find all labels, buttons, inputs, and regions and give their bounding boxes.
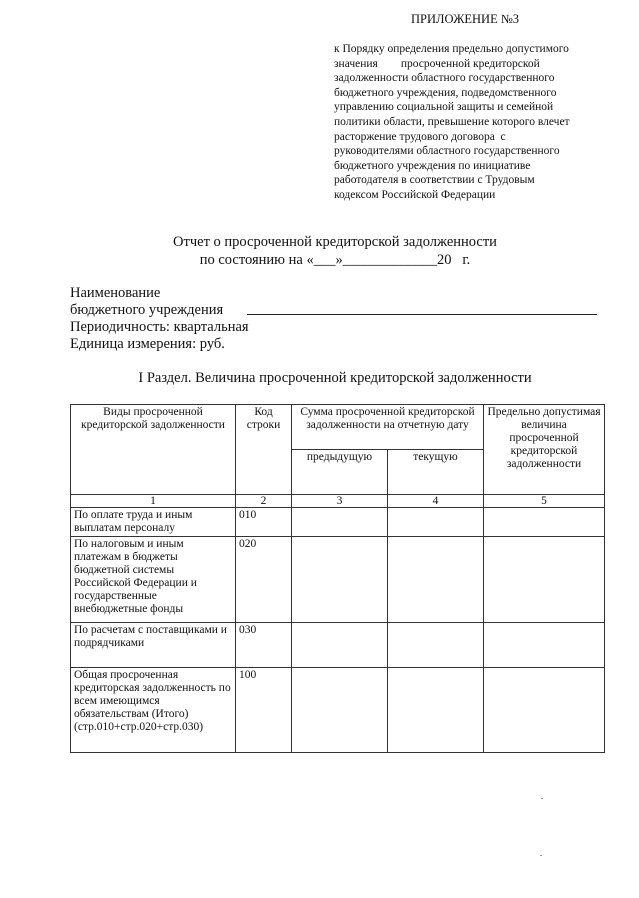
value-max-cell[interactable] bbox=[484, 537, 605, 623]
table-row bbox=[71, 668, 605, 753]
header-types: Виды просроченной кредиторской задолженности bbox=[71, 405, 236, 495]
scan-speck bbox=[540, 855, 542, 856]
value-previous-cell[interactable] bbox=[292, 623, 388, 668]
value-max-cell[interactable] bbox=[484, 668, 605, 753]
institution-name-line bbox=[247, 314, 597, 315]
header-code: Код строки bbox=[236, 405, 292, 495]
institution-label: бюджетного учреждения bbox=[70, 302, 224, 318]
order-line: значения просроченной кредиторской bbox=[334, 57, 540, 70]
column-number: 5 bbox=[484, 495, 605, 508]
header-current: текущую bbox=[388, 450, 484, 495]
column-number: 4 bbox=[388, 495, 484, 508]
row-code: 030 bbox=[236, 623, 292, 668]
row-label: По расчетам с поставщиками и подрядчиками bbox=[71, 623, 236, 668]
table-row bbox=[71, 623, 605, 668]
order-line: управлению социальной защиты и семейной bbox=[334, 101, 554, 114]
row-label: По оплате труда и иным выплатам персоналу bbox=[71, 508, 236, 537]
header-max: Предельно допустимая величина просроченной кредиторской задолженности bbox=[484, 405, 605, 495]
section-title: I Раздел. Величина просроченной кредиторской задолженности bbox=[138, 370, 532, 386]
value-max-cell[interactable] bbox=[484, 623, 605, 668]
appendix-title: ПРИЛОЖЕНИЕ №3 bbox=[411, 12, 520, 26]
header-previous: предыдущую bbox=[292, 450, 388, 495]
order-line: бюджетного учреждения, подведомственного bbox=[334, 86, 557, 99]
overdue-debt-table bbox=[70, 404, 605, 753]
periodicity: Периодичность: квартальная bbox=[70, 319, 249, 335]
row-code: 020 bbox=[236, 537, 292, 623]
order-line: задолженности областного государственного bbox=[334, 72, 555, 85]
order-line: бюджетного учреждения по инициативе bbox=[334, 159, 531, 172]
order-reference-text bbox=[334, 42, 624, 203]
value-previous-cell[interactable] bbox=[292, 668, 388, 753]
report-date-line: по состоянию на «___»_____________20 г. bbox=[199, 252, 471, 268]
order-line: расторжение трудового договора с bbox=[334, 130, 506, 143]
table-header-row bbox=[71, 405, 605, 450]
table-row bbox=[71, 537, 605, 623]
name-label: Наименование bbox=[70, 285, 161, 301]
column-number: 2 bbox=[236, 495, 292, 508]
value-previous-cell[interactable] bbox=[292, 537, 388, 623]
value-max-cell[interactable] bbox=[484, 508, 605, 537]
value-current-cell[interactable] bbox=[388, 537, 484, 623]
column-number-row bbox=[71, 495, 605, 508]
row-label: Общая просроченная кредиторская задолженность по всем имеющимся обязательствам (Итого) (стр.010+стр.020+стр.030) bbox=[71, 668, 236, 753]
order-line: политики области, превышение которого влечет bbox=[334, 115, 570, 128]
value-current-cell[interactable] bbox=[388, 623, 484, 668]
unit-of-measure: Единица измерения: руб. bbox=[70, 336, 225, 352]
value-current-cell[interactable] bbox=[388, 668, 484, 753]
row-code: 100 bbox=[236, 668, 292, 753]
order-line: работодателя в соответствии с Трудовым bbox=[334, 174, 535, 187]
scan-speck bbox=[541, 798, 543, 799]
column-number: 1 bbox=[71, 495, 236, 508]
order-line: кодексом Российской Федерации bbox=[334, 188, 496, 201]
table-row bbox=[71, 508, 605, 537]
report-title: Отчет о просроченной кредиторской задолженности bbox=[173, 234, 497, 250]
value-previous-cell[interactable] bbox=[292, 508, 388, 537]
column-number: 3 bbox=[292, 495, 388, 508]
row-code: 010 bbox=[236, 508, 292, 537]
order-line: руководителями областного государственного bbox=[334, 145, 560, 158]
header-sum: Сумма просроченной кредиторской задолженности на отчетную дату bbox=[292, 405, 484, 450]
order-line: к Порядку определения предельно допустимого bbox=[334, 43, 569, 55]
row-label: По налоговым и иным платежам в бюджеты бюджетной системы Российской Федерации и государственные внебюджетные фонды bbox=[71, 537, 236, 623]
value-current-cell[interactable] bbox=[388, 508, 484, 537]
